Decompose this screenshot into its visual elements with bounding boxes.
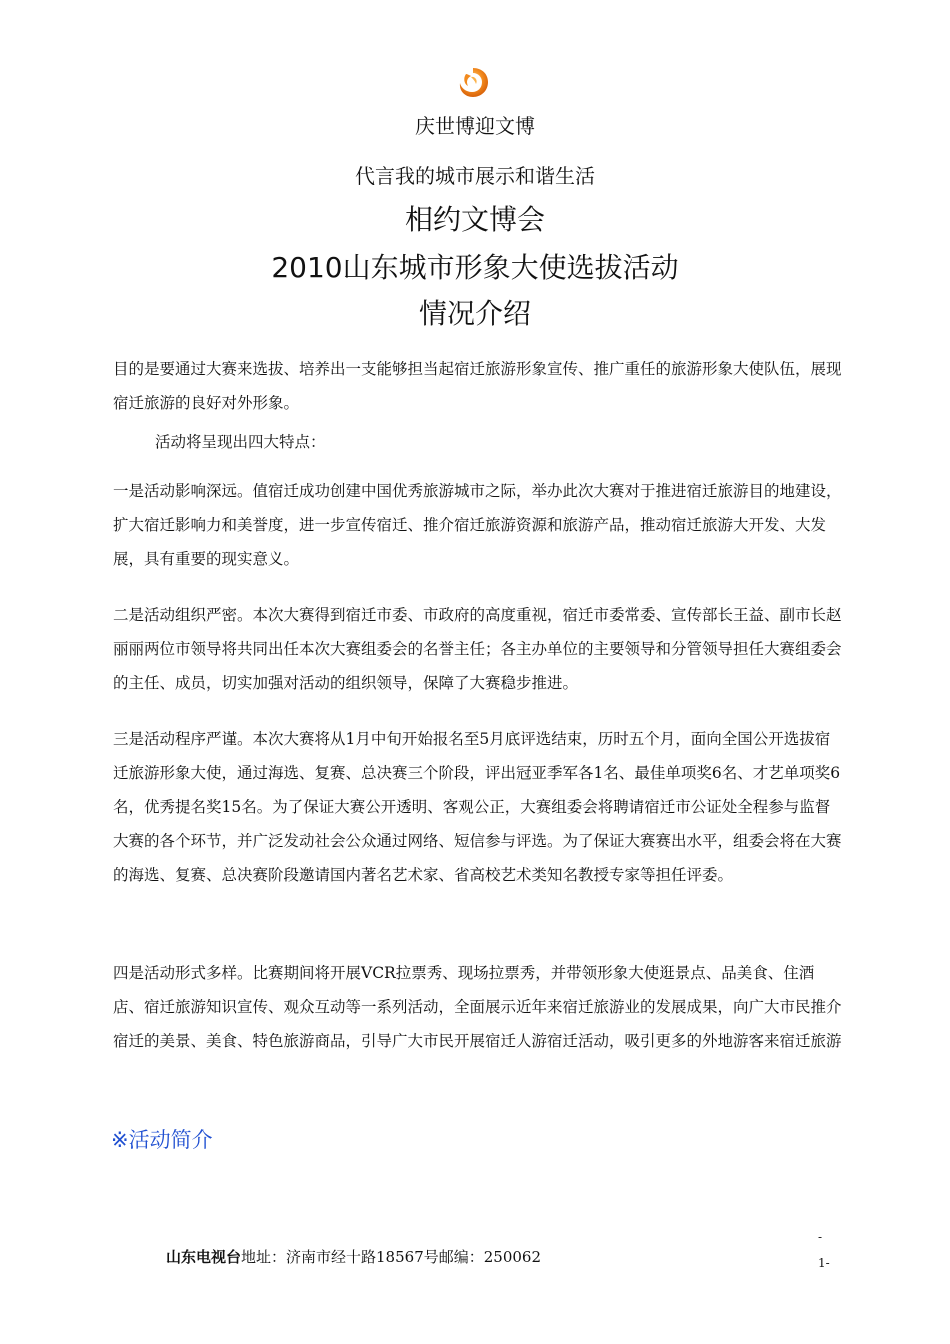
section-title: ※活动简介 [111,1128,213,1152]
header-slogan-1: 庆世博迎文博 [415,114,535,138]
lead-paragraph: 活动将呈现出四大特点： [155,433,326,451]
feature-paragraph-3: 三是活动程序严谨。本次大赛将从1月中旬开始报名至5月底评选结束，历时五个月，面向全国公开选拔宿迁旅游形象大使，通过海选、复赛、总决赛三个阶段，评出冠亚季军各1名、最佳单项奖6名、才艺单项奖6名，优秀提名奖15名。为了保证大赛公开透明、客观公正，大赛组委会将聘请宿迁市公证处全程参与监督大赛的各个环节，并广泛发动社会公众通过网络、短信参与评选。为了保证大赛赛出水平，组委会将在大赛的海选、复赛、总决赛阶段邀请国内著名艺术家、省高校艺术类知名教授专家等担任评委。 [113,730,842,884]
orange-swirl-logo-icon [455,64,491,100]
intro-paragraph: 目的是要通过大赛来选拔、培养出一支能够担当起宿迁旅游形象宣传、推广重任的旅游形象大使队伍，展现宿迁旅游的良好对外形象。 [113,360,842,412]
footer-address [166,1246,541,1267]
feature-paragraph-4: 四是活动形式多样。比赛期间将开展VCR拉票秀、现场拉票秀，并带领形象大使逛景点、品美食、住酒店、宿迁旅游知识宣传、观众互动等一系列活动，全面展示近年来宿迁旅游业的发展成果，向广大市民推介宿迁的美景、美食、特色旅游商品，引导广大市民开展宿迁人游宿迁活动，吸引更多的外地游客来宿迁旅游 [113,964,842,1050]
page-number-value: 1- [818,1256,830,1270]
footer-org: 山东电视台 [166,1248,242,1266]
header-title-2: 2010山东城市形象大使选拔活动 [271,251,679,284]
header-slogan-2: 代言我的城市展示和谐生活 [355,164,595,188]
header-title-3: 情况介绍 [418,297,531,330]
footer-address-text: 地址：济南市经十路18567号邮编：250062 [241,1248,541,1266]
feature-paragraph-1: 一是活动影响深远。值宿迁成功创建中国优秀旅游城市之际，举办此次大赛对于推进宿迁旅游目的地建设，扩大宿迁影响力和美誉度，进一步宣传宿迁、推介宿迁旅游资源和旅游产品，推动宿迁旅游大开发、大发展，具有重要的现实意义。 [113,482,842,568]
feature-paragraph-2: 二是活动组织严密。本次大赛得到宿迁市委、市政府的高度重视，宿迁市委常委、宣传部长王益、副市长赵丽丽两位市领导将共同出任本次大赛组委会的名誉主任；各主办单位的主要领导和分管领导担任大赛组委会的主任、成员，切实加强对活动的组织领导，保障了大赛稳步推进。 [113,606,842,692]
page-number [818,1224,830,1276]
header-title-1: 相约文博会 [404,203,545,236]
page-number-dash: - [818,1230,823,1244]
